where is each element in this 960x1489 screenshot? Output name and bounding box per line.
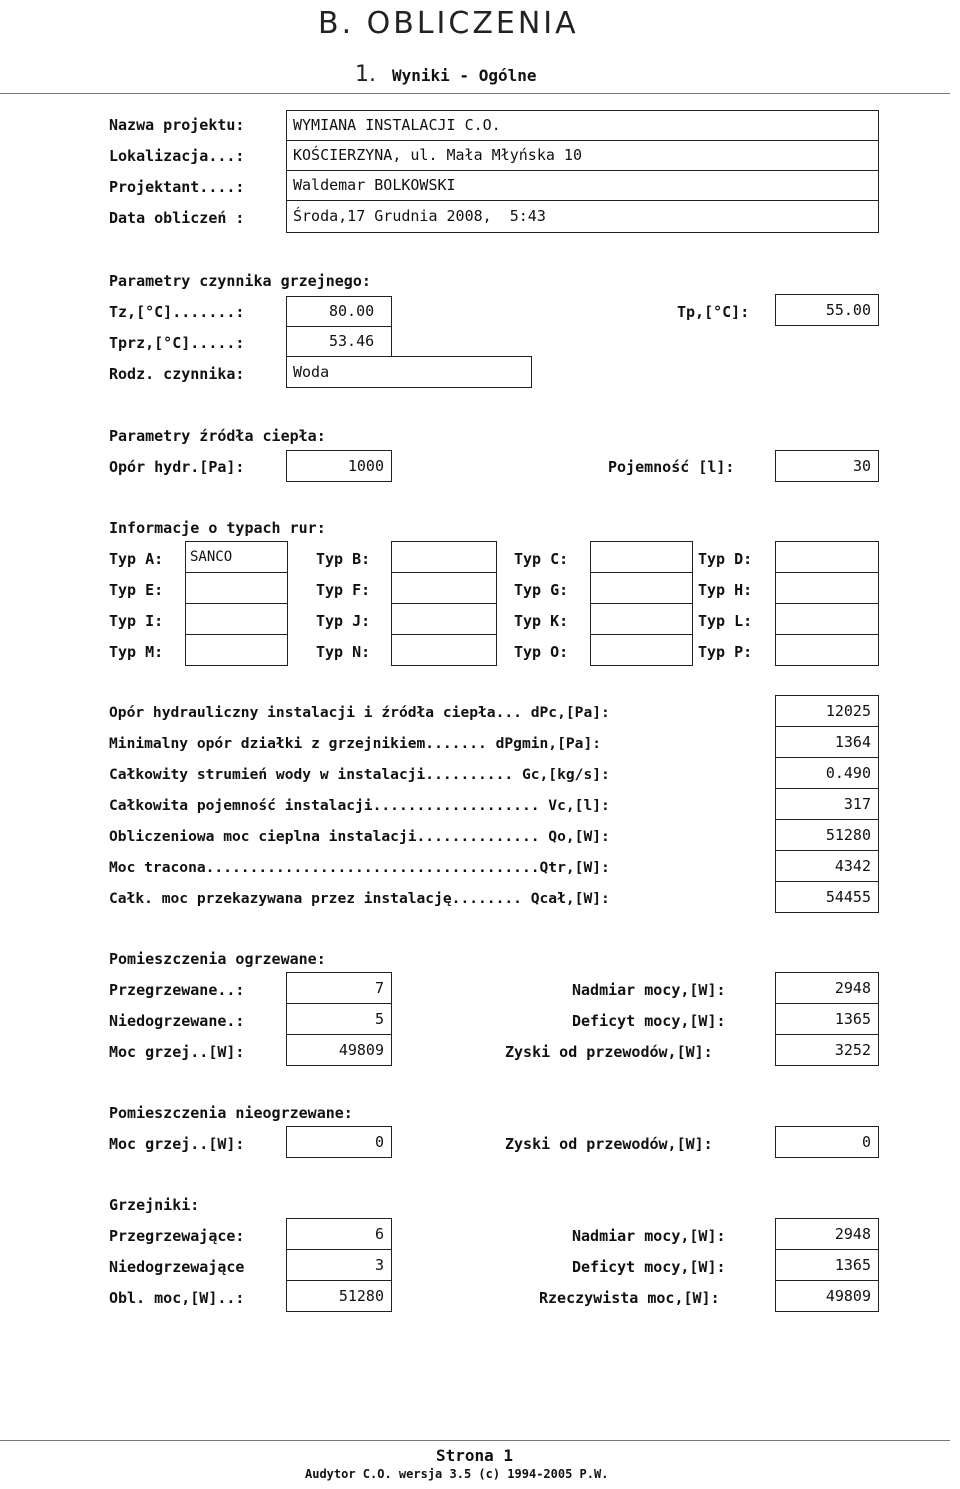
unheated-rooms-heading: Pomieszczenia nieogrzewane:	[109, 1104, 353, 1122]
pipe-type-label: Typ L:	[698, 612, 753, 630]
result-value-field: 1364	[775, 726, 879, 758]
radiators-right-label: Deficyt mocy,[W]:	[572, 1258, 726, 1276]
tprz-label: Tprz,[°C].....:	[109, 334, 245, 352]
result-value-field: 12025	[775, 695, 879, 727]
radiators-right-field: 2948	[775, 1218, 879, 1250]
heated-rooms-right-label: Zyski od przewodów,[W]:	[505, 1043, 713, 1061]
pipe-type-label: Typ J:	[316, 612, 371, 630]
result-label: Obliczeniowa moc cieplna instalacji.............. Qo,[W]:	[109, 828, 610, 845]
radiators-left-field: 51280	[286, 1280, 392, 1312]
result-label: Całk. moc przekazywana przez instalację........ Qcał,[W]:	[109, 890, 610, 907]
tp-label: Tp,[°C]:	[677, 303, 750, 321]
pipe-type-label: Typ O:	[514, 643, 569, 661]
pipe-type-label: Typ G:	[514, 581, 569, 599]
result-label: Całkowita pojemność instalacji................... Vc,[l]:	[109, 797, 610, 814]
result-value-field: 0.490	[775, 757, 879, 789]
pipe-type-label: Typ P:	[698, 643, 753, 661]
heated-rooms-right-field: 2948	[775, 972, 879, 1004]
heated-rooms-right-field: 1365	[775, 1003, 879, 1035]
tp-field: 55.00	[775, 294, 879, 326]
source-capacity-label: Pojemność [l]:	[608, 458, 735, 476]
source-capacity-field: 30	[775, 450, 879, 482]
pipe-type-field: SANCO	[185, 541, 288, 573]
pipe-type-field	[775, 572, 879, 604]
pipe-type-field	[775, 541, 879, 573]
pipe-type-field	[775, 603, 879, 635]
title-rule	[0, 93, 950, 94]
medium-type-label: Rodz. czynnika:	[109, 365, 245, 383]
heated-rooms-left-label: Przegrzewane..:	[109, 981, 245, 999]
result-value-field: 54455	[775, 881, 879, 913]
pipe-type-label: Typ H:	[698, 581, 753, 599]
project-date-label: Data obliczeń :	[109, 209, 245, 227]
pipe-type-field	[185, 634, 288, 666]
heated-rooms-left-label: Moc grzej..[W]:	[109, 1043, 245, 1061]
pipe-type-field	[590, 572, 693, 604]
pipe-type-label: Typ M:	[109, 643, 164, 661]
footer-page-number: Strona 1	[436, 1446, 514, 1465]
pipe-type-label: Typ A:	[109, 550, 164, 568]
heated-rooms-left-label: Niedogrzewane.:	[109, 1012, 245, 1030]
result-label: Opór hydrauliczny instalacji i źródła ciepła... dPc,[Pa]:	[109, 704, 610, 721]
unheated-gains-field: 0	[775, 1126, 879, 1158]
tz-label: Tz,[°C].......:	[109, 303, 245, 321]
project-designer-field: Waldemar BOLKOWSKI	[286, 170, 879, 201]
result-label: Moc tracona......................................Qtr,[W]:	[109, 859, 610, 876]
pipe-type-field	[590, 634, 693, 666]
heated-rooms-heading: Pomieszczenia ogrzewane:	[109, 950, 326, 968]
radiators-right-label: Nadmiar mocy,[W]:	[572, 1227, 726, 1245]
source-heading: Parametry źródła ciepła:	[109, 427, 326, 445]
project-date-field: Środa,17 Grudnia 2008, 5:43	[286, 200, 879, 233]
project-location-field: KOŚCIERZYNA, ul. Mała Młyńska 10	[286, 140, 879, 171]
tprz-field: 53.46	[286, 326, 392, 357]
pipe-type-label: Typ F:	[316, 581, 371, 599]
pipe-type-label: Typ I:	[109, 612, 164, 630]
pipe-type-field	[590, 541, 693, 573]
heated-rooms-left-field: 5	[286, 1003, 392, 1035]
handwritten-section-number: 1.	[355, 62, 376, 87]
pipe-type-field	[185, 603, 288, 635]
pipe-type-field	[185, 572, 288, 604]
project-name-field: WYMIANA INSTALACJI C.O.	[286, 110, 879, 141]
result-value-field: 51280	[775, 819, 879, 851]
pipe-type-field	[391, 603, 497, 635]
pipe-type-field	[590, 603, 693, 635]
pipe-type-label: Typ D:	[698, 550, 753, 568]
project-name-label: Nazwa projektu:	[109, 116, 245, 134]
radiators-heading: Grzejniki:	[109, 1196, 200, 1214]
result-value-field: 317	[775, 788, 879, 820]
page-title: Wyniki - Ogólne	[392, 66, 537, 85]
pipe-type-label: Typ C:	[514, 550, 569, 568]
result-value-field: 4342	[775, 850, 879, 882]
heated-rooms-left-field: 49809	[286, 1034, 392, 1066]
unheated-power-field: 0	[286, 1126, 392, 1158]
radiators-right-field: 1365	[775, 1249, 879, 1281]
tz-field: 80.00	[286, 296, 392, 327]
pipes-heading: Informacje o typach rur:	[109, 519, 326, 537]
pipe-type-label: Typ B:	[316, 550, 371, 568]
heated-rooms-right-label: Nadmiar mocy,[W]:	[572, 981, 726, 999]
radiators-left-field: 3	[286, 1249, 392, 1281]
footer-rule	[0, 1440, 950, 1441]
handwritten-heading: B. OBLICZENIA	[318, 6, 579, 41]
pipe-type-field	[391, 634, 497, 666]
medium-type-field: Woda	[286, 356, 532, 388]
radiators-right-label: Rzeczywista moc,[W]:	[539, 1289, 720, 1307]
medium-heading: Parametry czynnika grzejnego:	[109, 272, 371, 290]
pipe-type-label: Typ N:	[316, 643, 371, 661]
project-location-label: Lokalizacja...:	[109, 147, 245, 165]
heated-rooms-right-field: 3252	[775, 1034, 879, 1066]
footer-software: Audytor C.O. wersja 3.5 (c) 1994-2005 P.W.	[305, 1467, 609, 1481]
result-label: Całkowity strumień wody w instalacji.......... Gc,[kg/s]:	[109, 766, 610, 783]
result-label: Minimalny opór działki z grzejnikiem....... dPgmin,[Pa]:	[109, 735, 602, 752]
pipe-type-label: Typ E:	[109, 581, 164, 599]
radiators-left-field: 6	[286, 1218, 392, 1250]
radiators-left-label: Obl. moc,[W]..:	[109, 1289, 245, 1307]
project-designer-label: Projektant....:	[109, 178, 245, 196]
pipe-type-field	[391, 541, 497, 573]
unheated-power-label: Moc grzej..[W]:	[109, 1135, 245, 1153]
radiators-left-label: Przegrzewające:	[109, 1227, 245, 1245]
unheated-gains-label: Zyski od przewodów,[W]:	[505, 1135, 713, 1153]
pipe-type-field	[775, 634, 879, 666]
radiators-right-field: 49809	[775, 1280, 879, 1312]
heated-rooms-left-field: 7	[286, 972, 392, 1004]
source-resistance-field: 1000	[286, 450, 392, 482]
radiators-left-label: Niedogrzewające	[109, 1258, 245, 1276]
pipe-type-label: Typ K:	[514, 612, 569, 630]
pipe-type-field	[391, 572, 497, 604]
heated-rooms-right-label: Deficyt mocy,[W]:	[572, 1012, 726, 1030]
source-resistance-label: Opór hydr.[Pa]:	[109, 458, 245, 476]
